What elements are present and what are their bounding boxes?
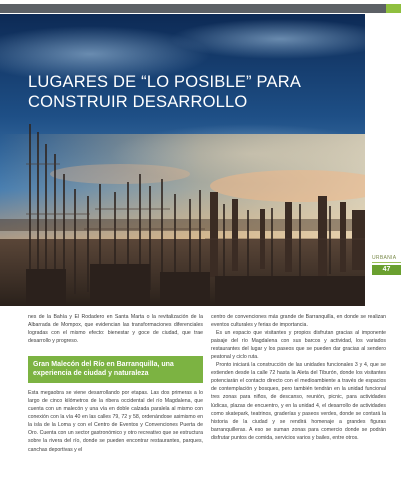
paragraph: centro de convenciones más grande de Barranquilla, en donde se realizan eventos culturales y ferias de importancia. <box>211 314 386 329</box>
top-color-bar <box>0 0 401 14</box>
construction-skyline-image <box>0 14 365 306</box>
text-column-left <box>28 313 203 454</box>
paragraph: Esta megaobra se viene desarrollando por etapas. Las dos primeras a lo largo de cinco kilómetros de la ribera occidental del río Magdalena, que cuenta con un malecón y una vía en doble calzada paralela al mismo con conexión con la vía 40 en las calles 79, 72 y 58, ordenándose asimismo en la isla de la Loma y con el Centro de Eventos y Convenciones Puerta de Oro. Cuenta con un sector gastronómico y otro recreativo que se estructura sobre la rivera del río, donde se pueden encontrar restaurantes, parques, canchas deportivas y el <box>28 390 203 453</box>
article-title <box>28 72 328 112</box>
top-green-tip <box>386 4 401 13</box>
paragraph: nes de la Bahía y El Rodadero en Santa Marta o la revitalización de la Albarrada de Mompox, que evidencian las transformaciones diferenciales logradas con el mismo efecto: bienestar y goce de ciudad, que trae desarrollo y progreso. <box>28 314 203 345</box>
section-tab <box>372 255 401 275</box>
section-label: URBANIA <box>372 255 401 263</box>
title-line-1: LUGARES DE “LO POSIBLE” PARA <box>28 73 302 91</box>
page-number: 47 <box>372 265 401 275</box>
hero-photo <box>0 14 365 306</box>
top-gray-stripe <box>0 4 386 13</box>
section-subheading: Gran Malecón del Río en Barranquilla, una experiencia de ciudad y naturaleza <box>28 356 203 383</box>
paragraph: Es un espacio que visitantes y propios disfrutan gracias al imponente paisaje del río Magdalena con sus barcos y actividad, los variados restaurantes del lugar y los paseos que se pueden dar gracias al sendero peatonal y ciclo ruta. <box>211 330 386 361</box>
text-column-right <box>211 313 386 442</box>
title-line-2: CONSTRUIR DESARROLLO <box>28 93 248 111</box>
paragraph: Pronto iniciará la construcción de las unidades funcionales 3 y 4, que se extienden desde la calle 72 hasta la Aleta del Tiburón, donde los visitantes potenciarán el contacto directo con el medioambiente a través de espacios de contemplación y bosques, pero también tendrán en la unidad funcional tres zonas para niños, de descanso, reunión, picnic, para actividades lúdicas, plazas de encuentro, y en la unidad 4, el desarrollo de actividades como skatepark, teatrinos, graderías y paseos verdes, donde se contará la historia de la ciudad y se rendirá homenaje a grandes figuras barranquilleras. A eso se suman zonas para comercio donde se podrán disfrutar puntos de comida, servicios varios y bailes, entre otros. <box>211 362 386 441</box>
